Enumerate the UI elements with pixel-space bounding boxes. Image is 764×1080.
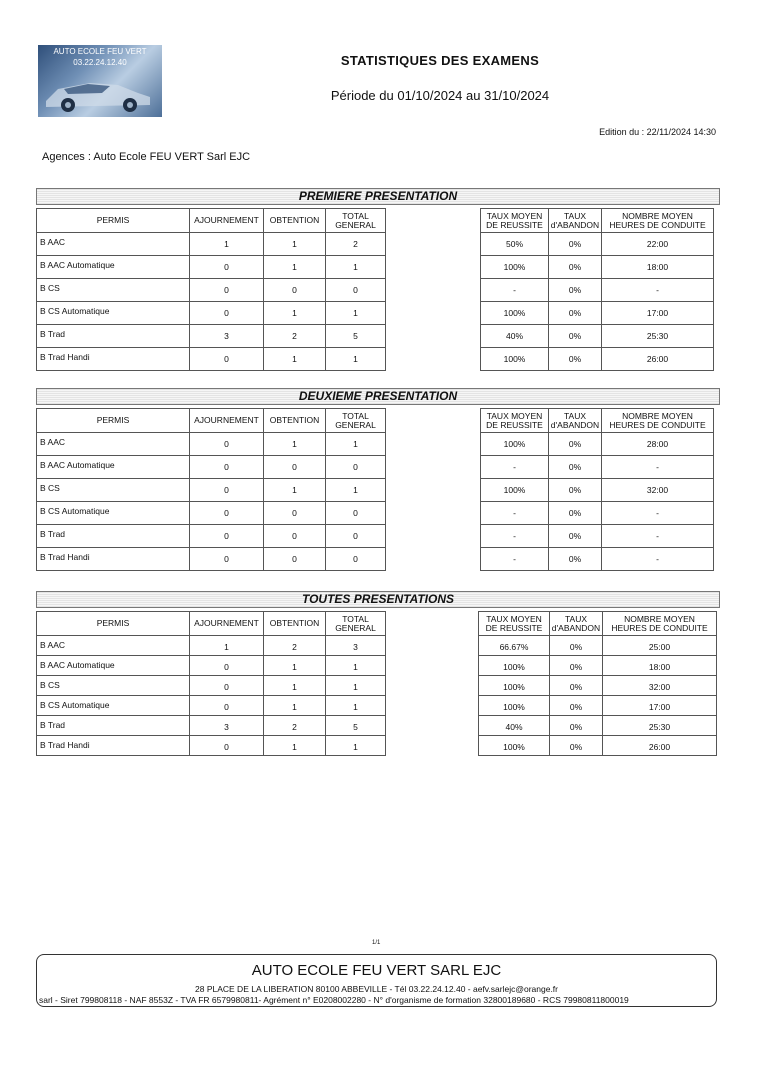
heures-cell: 18:00	[603, 656, 717, 676]
section-title-band	[36, 388, 720, 405]
abandon-cell: 0%	[550, 696, 603, 716]
heures-cell: 32:00	[603, 676, 717, 696]
col-taux-line1: TAUX MOYEN	[486, 613, 542, 624]
footer-company-name: AUTO ECOLE FEU VERT SARL EJC	[251, 962, 502, 979]
table-row	[481, 548, 714, 571]
table-row	[481, 479, 714, 502]
col-total-line2: GENERAL	[335, 622, 376, 633]
col-heures-line2: HEURES DE CONDUITE	[609, 419, 706, 430]
total-cell: 0	[326, 279, 386, 302]
heures-cell: 26:00	[602, 348, 714, 371]
col-permis: PERMIS	[37, 612, 190, 636]
table-row	[481, 302, 714, 325]
table-row	[37, 548, 386, 571]
total-cell: 2	[326, 233, 386, 256]
obtention-cell: 1	[264, 696, 326, 716]
ajournement-cell: 0	[190, 502, 264, 525]
total-cell: 1	[326, 696, 386, 716]
section-title: TOUTES PRESENTATIONS	[301, 592, 454, 606]
col-abandon-line1: TAUX	[564, 613, 588, 624]
table-row	[37, 656, 386, 676]
exam-counts-table	[36, 408, 386, 571]
taux-cell: -	[481, 279, 549, 302]
abandon-cell: 0%	[549, 433, 602, 456]
ajournement-cell: 0	[190, 456, 264, 479]
obtention-cell: 1	[264, 256, 326, 279]
col-total	[326, 209, 386, 233]
permis-cell: B Trad	[37, 525, 190, 548]
table-row	[481, 233, 714, 256]
permis-cell: B CS	[37, 676, 190, 696]
ajournement-cell: 0	[190, 548, 264, 571]
abandon-cell: 0%	[550, 636, 603, 656]
logo-phone: 03.22.24.12.40	[73, 58, 127, 67]
col-obtention: OBTENTION	[264, 409, 326, 433]
heures-cell: -	[602, 502, 714, 525]
heures-cell: 22:00	[602, 233, 714, 256]
heures-cell: 25:30	[602, 325, 714, 348]
col-heures-line1: NOMBRE MOYEN	[622, 410, 693, 421]
permis-cell: B AAC Automatique	[37, 456, 190, 479]
footer-address: 28 PLACE DE LA LIBERATION 80100 ABBEVILLE - Tél 03.22.24.12.40 - aefv.sarlejc@orange.fr	[195, 984, 558, 994]
taux-cell: 100%	[479, 676, 550, 696]
taux-cell: 100%	[481, 302, 549, 325]
ajournement-cell: 0	[190, 736, 264, 756]
obtention-cell: 2	[264, 325, 326, 348]
abandon-cell: 0%	[549, 348, 602, 371]
taux-cell: -	[481, 548, 549, 571]
abandon-cell: 0%	[549, 548, 602, 571]
ajournement-cell: 0	[190, 656, 264, 676]
abandon-cell: 0%	[549, 456, 602, 479]
col-taux-abandon	[550, 612, 603, 636]
table-row	[37, 525, 386, 548]
table-row	[37, 636, 386, 656]
abandon-cell: 0%	[550, 656, 603, 676]
ajournement-cell: 3	[190, 716, 264, 736]
col-taux-reussite	[481, 209, 549, 233]
col-heures-line2: HEURES DE CONDUITE	[609, 219, 706, 230]
ajournement-cell: 1	[190, 233, 264, 256]
page-number: 1/1	[372, 940, 381, 946]
obtention-cell: 1	[264, 656, 326, 676]
table-row	[37, 279, 386, 302]
permis-cell: B AAC	[37, 233, 190, 256]
col-heures	[602, 409, 714, 433]
ajournement-cell: 0	[190, 348, 264, 371]
table-row	[481, 256, 714, 279]
ajournement-cell: 0	[190, 433, 264, 456]
col-total-line1: TOTAL	[342, 613, 369, 624]
col-obtention: OBTENTION	[264, 612, 326, 636]
heures-cell: 17:00	[603, 696, 717, 716]
edition-date: Edition du : 22/11/2024 14:30	[599, 127, 716, 137]
permis-cell: B Trad	[37, 325, 190, 348]
abandon-cell: 0%	[549, 525, 602, 548]
abandon-cell: 0%	[549, 479, 602, 502]
permis-cell: B Trad Handi	[37, 736, 190, 756]
ajournement-cell: 0	[190, 696, 264, 716]
exam-counts-table	[36, 611, 386, 756]
company-logo	[38, 45, 162, 117]
obtention-cell: 0	[264, 548, 326, 571]
col-ajournement: AJOURNEMENT	[190, 209, 264, 233]
taux-cell: -	[481, 456, 549, 479]
col-ajournement: AJOURNEMENT	[190, 409, 264, 433]
col-total-line2: GENERAL	[335, 419, 376, 430]
col-taux-reussite	[479, 612, 550, 636]
taux-cell: -	[481, 502, 549, 525]
taux-cell: 100%	[481, 479, 549, 502]
col-ajournement: AJOURNEMENT	[190, 612, 264, 636]
heures-cell: 32:00	[602, 479, 714, 502]
table-header-row	[479, 612, 717, 636]
obtention-cell: 1	[264, 676, 326, 696]
ajournement-cell: 0	[190, 525, 264, 548]
ajournement-cell: 0	[190, 302, 264, 325]
table-row	[37, 433, 386, 456]
col-taux-line2: DE REUSSITE	[486, 419, 543, 430]
table-row	[481, 433, 714, 456]
heures-cell: 17:00	[602, 302, 714, 325]
abandon-cell: 0%	[550, 716, 603, 736]
col-heures-line1: NOMBRE MOYEN	[622, 210, 693, 221]
abandon-cell: 0%	[550, 676, 603, 696]
total-cell: 1	[326, 656, 386, 676]
permis-cell: B AAC	[37, 636, 190, 656]
table-row	[37, 233, 386, 256]
col-permis: PERMIS	[37, 409, 190, 433]
taux-cell: 40%	[479, 716, 550, 736]
abandon-cell: 0%	[549, 233, 602, 256]
section-title: PREMIERE PRESENTATION	[298, 189, 458, 203]
permis-cell: B AAC Automatique	[37, 256, 190, 279]
taux-cell: 100%	[479, 656, 550, 676]
obtention-cell: 1	[264, 736, 326, 756]
ajournement-cell: 0	[190, 479, 264, 502]
permis-cell: B CS	[37, 279, 190, 302]
exam-rates-table	[478, 611, 717, 756]
col-total-line1: TOTAL	[342, 410, 369, 421]
taux-cell: 50%	[481, 233, 549, 256]
heures-cell: -	[602, 456, 714, 479]
heures-cell: -	[602, 525, 714, 548]
total-cell: 0	[326, 548, 386, 571]
heures-cell: 25:30	[603, 716, 717, 736]
col-obtention: OBTENTION	[264, 209, 326, 233]
total-cell: 3	[326, 636, 386, 656]
obtention-cell: 1	[264, 433, 326, 456]
ajournement-cell: 1	[190, 636, 264, 656]
col-abandon-line2: d'ABANDON	[550, 219, 600, 230]
permis-cell: B AAC Automatique	[37, 656, 190, 676]
table-row	[479, 636, 717, 656]
permis-cell: B Trad Handi	[37, 348, 190, 371]
obtention-cell: 1	[264, 479, 326, 502]
section-title-band	[36, 188, 720, 205]
heures-cell: -	[602, 548, 714, 571]
total-cell: 1	[326, 433, 386, 456]
footer-box	[36, 954, 717, 1007]
obtention-cell: 1	[264, 302, 326, 325]
total-cell: 0	[326, 525, 386, 548]
col-heures	[602, 209, 714, 233]
period: Période du 01/10/2024 au 31/10/2024	[330, 88, 550, 103]
table-row	[37, 325, 386, 348]
total-cell: 1	[326, 479, 386, 502]
obtention-cell: 0	[264, 525, 326, 548]
table-row	[479, 696, 717, 716]
obtention-cell: 0	[264, 279, 326, 302]
taux-cell: 100%	[481, 256, 549, 279]
heures-cell: 25:00	[603, 636, 717, 656]
col-total-line2: GENERAL	[335, 219, 376, 230]
total-cell: 1	[326, 256, 386, 279]
col-taux-reussite	[481, 409, 549, 433]
total-cell: 0	[326, 456, 386, 479]
permis-cell: B CS Automatique	[37, 696, 190, 716]
col-total	[326, 409, 386, 433]
abandon-cell: 0%	[549, 302, 602, 325]
taux-cell: -	[481, 525, 549, 548]
table-row	[37, 256, 386, 279]
taux-cell: 100%	[481, 433, 549, 456]
total-cell: 1	[326, 348, 386, 371]
car-icon	[38, 67, 162, 117]
col-permis: PERMIS	[37, 209, 190, 233]
table-header-row	[481, 209, 714, 233]
permis-cell: B CS Automatique	[37, 302, 190, 325]
permis-cell: B Trad	[37, 716, 190, 736]
table-row	[37, 736, 386, 756]
permis-cell: B CS Automatique	[37, 502, 190, 525]
table-row	[479, 716, 717, 736]
table-header-row	[481, 409, 714, 433]
col-taux-line1: TAUX MOYEN	[486, 210, 543, 221]
table-row	[481, 325, 714, 348]
ajournement-cell: 0	[190, 279, 264, 302]
table-row	[481, 279, 714, 302]
col-total	[326, 612, 386, 636]
table-row	[481, 456, 714, 479]
abandon-cell: 0%	[549, 256, 602, 279]
abandon-cell: 0%	[550, 736, 603, 756]
abandon-cell: 0%	[549, 325, 602, 348]
table-row	[37, 479, 386, 502]
table-row	[37, 348, 386, 371]
col-taux-abandon	[549, 409, 602, 433]
col-taux-abandon	[549, 209, 602, 233]
taux-cell: 66.67%	[479, 636, 550, 656]
heures-cell: 18:00	[602, 256, 714, 279]
permis-cell: B Trad Handi	[37, 548, 190, 571]
obtention-cell: 1	[264, 348, 326, 371]
table-row	[481, 525, 714, 548]
table-row	[37, 502, 386, 525]
table-row	[37, 676, 386, 696]
col-abandon-line1: TAUX	[563, 210, 587, 221]
taux-cell: 100%	[479, 736, 550, 756]
exam-rates-table	[480, 408, 714, 571]
total-cell: 1	[326, 736, 386, 756]
col-taux-line2: DE REUSSITE	[486, 219, 543, 230]
table-row	[37, 456, 386, 479]
exam-counts-table	[36, 208, 386, 371]
table-row	[479, 676, 717, 696]
page-title: STATISTIQUES DES EXAMENS	[340, 53, 540, 68]
col-abandon-line2: d'ABANDON	[550, 419, 600, 430]
agency: Agences : Auto Ecole FEU VERT Sarl EJC	[42, 151, 251, 163]
col-heures-line2: HEURES DE CONDUITE	[611, 622, 708, 633]
exam-rates-table	[480, 208, 714, 371]
col-abandon-line2: d'ABANDON	[551, 622, 601, 633]
total-cell: 0	[326, 502, 386, 525]
ajournement-cell: 3	[190, 325, 264, 348]
total-cell: 5	[326, 716, 386, 736]
taux-cell: 100%	[481, 348, 549, 371]
col-total-line1: TOTAL	[342, 210, 369, 221]
col-taux-line2: DE REUSSITE	[485, 622, 543, 633]
taux-cell: 100%	[479, 696, 550, 716]
total-cell: 1	[326, 676, 386, 696]
table-row	[37, 302, 386, 325]
permis-cell: B AAC	[37, 433, 190, 456]
col-abandon-line1: TAUX	[563, 410, 587, 421]
abandon-cell: 0%	[549, 279, 602, 302]
obtention-cell: 1	[264, 233, 326, 256]
total-cell: 1	[326, 302, 386, 325]
col-heures	[603, 612, 717, 636]
table-row	[479, 656, 717, 676]
ajournement-cell: 0	[190, 256, 264, 279]
logo-name: AUTO ECOLE FEU VERT	[53, 47, 147, 56]
table-header-row	[37, 209, 386, 233]
col-taux-line1: TAUX MOYEN	[486, 410, 543, 421]
permis-cell: B CS	[37, 479, 190, 502]
obtention-cell: 2	[264, 716, 326, 736]
footer-legal: sarl - Siret 799808118 - NAF 8553Z - TVA FR 6579980811- Agrément n° E0208002280 - N° d'organisme de formation 32800189680 - RCS 79980811800019	[39, 995, 629, 1005]
section-title: DEUXIEME PRESENTATION	[298, 389, 458, 403]
table-header-row	[37, 612, 386, 636]
abandon-cell: 0%	[549, 502, 602, 525]
col-heures-line1: NOMBRE MOYEN	[624, 613, 695, 624]
heures-cell: -	[602, 279, 714, 302]
heures-cell: 26:00	[603, 736, 717, 756]
table-row	[479, 736, 717, 756]
section-title-band	[36, 591, 720, 608]
obtention-cell: 0	[264, 502, 326, 525]
heures-cell: 28:00	[602, 433, 714, 456]
table-row	[37, 696, 386, 716]
ajournement-cell: 0	[190, 676, 264, 696]
obtention-cell: 2	[264, 636, 326, 656]
table-row	[481, 348, 714, 371]
total-cell: 5	[326, 325, 386, 348]
table-row	[37, 716, 386, 736]
table-row	[481, 502, 714, 525]
obtention-cell: 0	[264, 456, 326, 479]
table-header-row	[37, 409, 386, 433]
taux-cell: 40%	[481, 325, 549, 348]
